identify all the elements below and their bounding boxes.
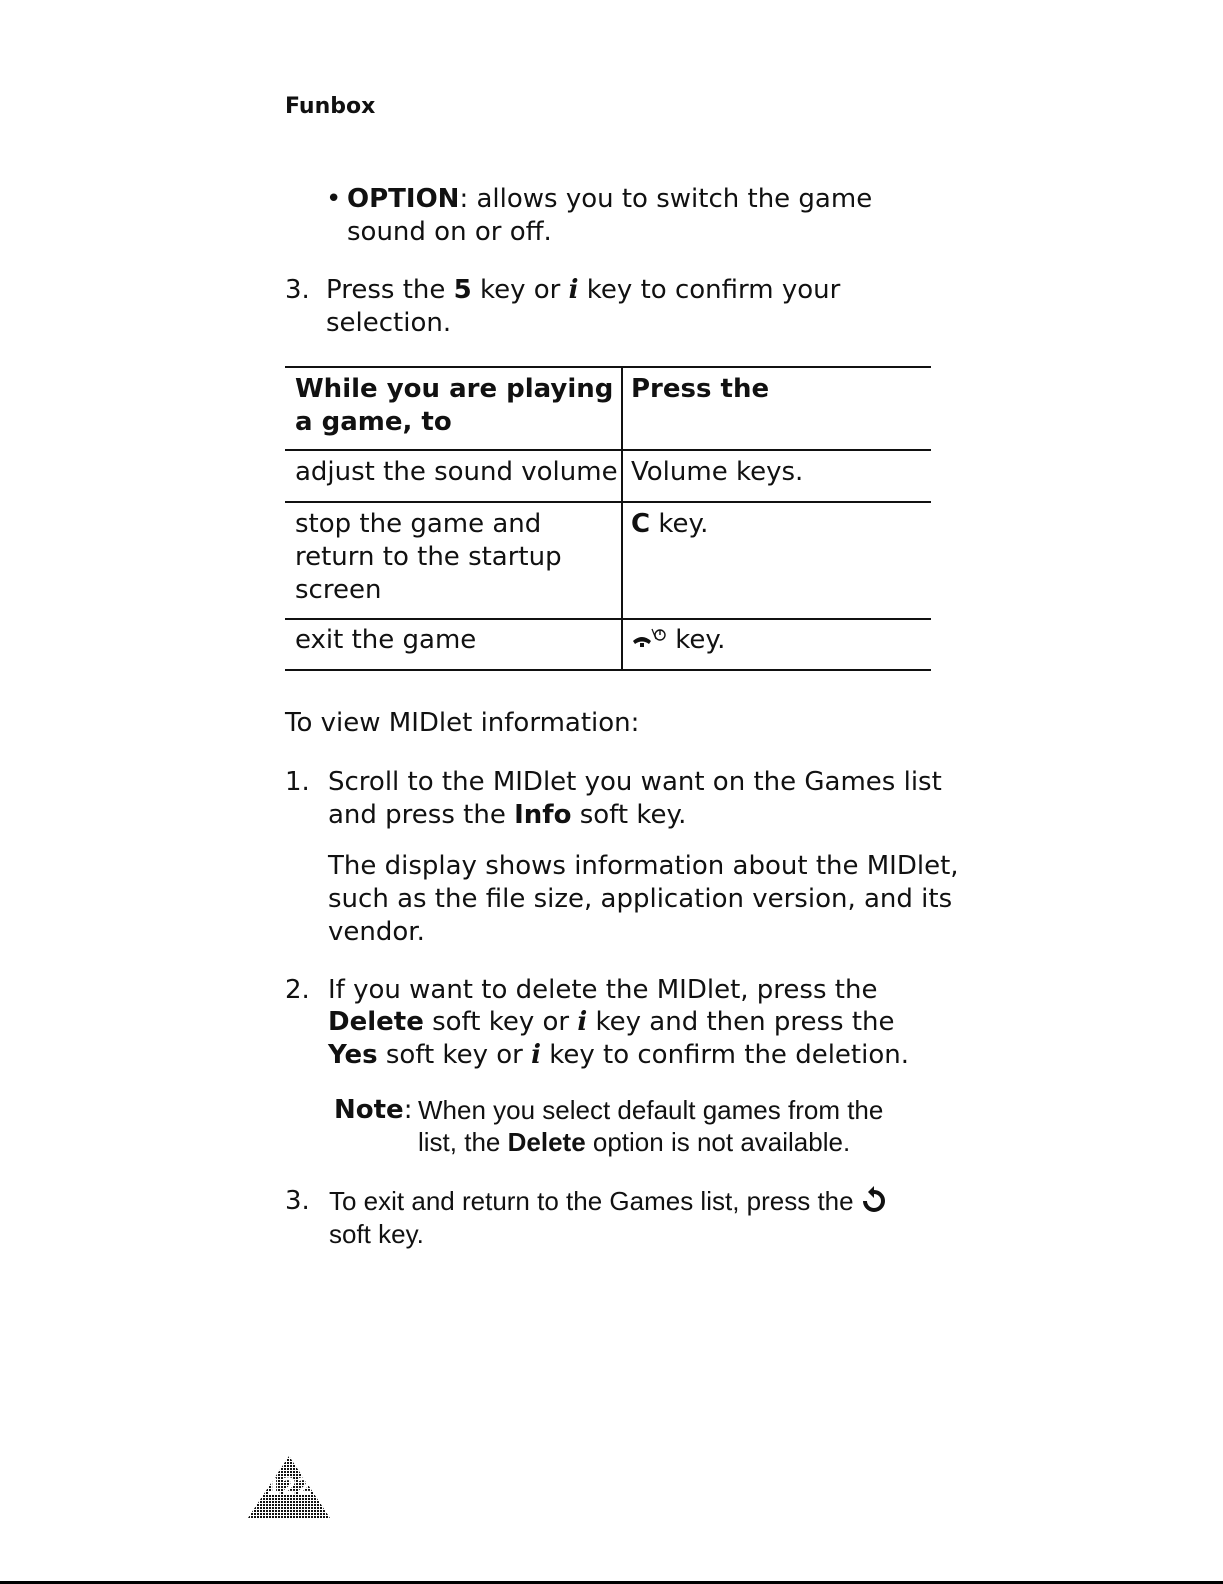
phone-end-power-icon xyxy=(631,627,667,651)
step1-line1: Scroll to the MIDlet you want on the Games list xyxy=(328,767,942,797)
note-line2: list, the Delete option is not available. xyxy=(418,1127,851,1157)
table-header-key: Press the xyxy=(631,374,770,404)
table-row-action: stop the game and return to the startup screen xyxy=(295,509,562,605)
option-label: OPTION xyxy=(347,184,460,214)
step2-number: 2. xyxy=(285,975,310,1005)
key-5: 5 xyxy=(453,275,472,305)
yes-softkey-label: Yes xyxy=(328,1040,378,1070)
note-label: Note: xyxy=(334,1095,413,1125)
i-key-icon: i xyxy=(568,275,579,305)
table-row-action: adjust the sound volume xyxy=(295,457,618,487)
table-row-key: Volume keys. xyxy=(631,457,804,487)
table-rule xyxy=(285,449,931,451)
step3-number: 3. xyxy=(285,1186,310,1216)
table-row-key: key. xyxy=(631,624,725,657)
step3-line1: To exit and return to the Games list, press the xyxy=(329,1185,887,1218)
option-bullet-line1 xyxy=(347,183,872,216)
step2-line2: Delete soft key or i key and then press the xyxy=(328,1007,895,1037)
table-row-key: C key. xyxy=(631,509,709,539)
table-rule xyxy=(285,366,931,368)
step1-desc-line1: The display shows information about the MIDlet, xyxy=(328,851,959,881)
note-line1: When you select default games from the xyxy=(418,1095,884,1125)
step1-desc-line3: vendor. xyxy=(328,917,425,947)
step3a-line1: Press the 5 key or i key to confirm your xyxy=(326,275,841,305)
step3a-number: 3. xyxy=(285,275,310,305)
table-header-action: While you are playing a game, to xyxy=(295,374,614,437)
delete-option-label: Delete xyxy=(507,1127,586,1157)
option-desc: : allows you to switch the game xyxy=(459,184,873,214)
step1-desc-line2: such as the file size, application version, and its xyxy=(328,884,953,914)
delete-softkey-label: Delete xyxy=(328,1007,424,1037)
step2-line3: Yes soft key or i key to confirm the deletion. xyxy=(328,1040,909,1070)
i-key-icon: i xyxy=(577,1007,588,1037)
table-row-action: exit the game xyxy=(295,625,477,655)
step2-line1: If you want to delete the MIDlet, press the xyxy=(328,975,878,1005)
table-rule xyxy=(285,618,931,620)
step3a-line2: selection. xyxy=(326,308,452,338)
bullet-dot: • xyxy=(326,184,342,214)
info-softkey-label: Info xyxy=(514,800,572,830)
section-title: Funbox xyxy=(285,94,376,119)
table-rule xyxy=(285,669,931,671)
option-bullet-line2: sound on or off. xyxy=(347,217,552,247)
table-column-divider xyxy=(621,366,623,671)
step1-number: 1. xyxy=(285,767,310,797)
back-arrow-icon xyxy=(861,1186,887,1216)
table-rule xyxy=(285,501,931,503)
page-number: 122 xyxy=(266,1475,312,1500)
midlet-intro: To view MIDlet information: xyxy=(285,708,640,738)
step3-line2: soft key. xyxy=(329,1219,424,1249)
step1-line2: and press the Info soft key. xyxy=(328,800,687,830)
game-keys-table xyxy=(285,366,931,671)
key-c: C xyxy=(631,509,651,539)
i-key-icon: i xyxy=(531,1040,541,1070)
